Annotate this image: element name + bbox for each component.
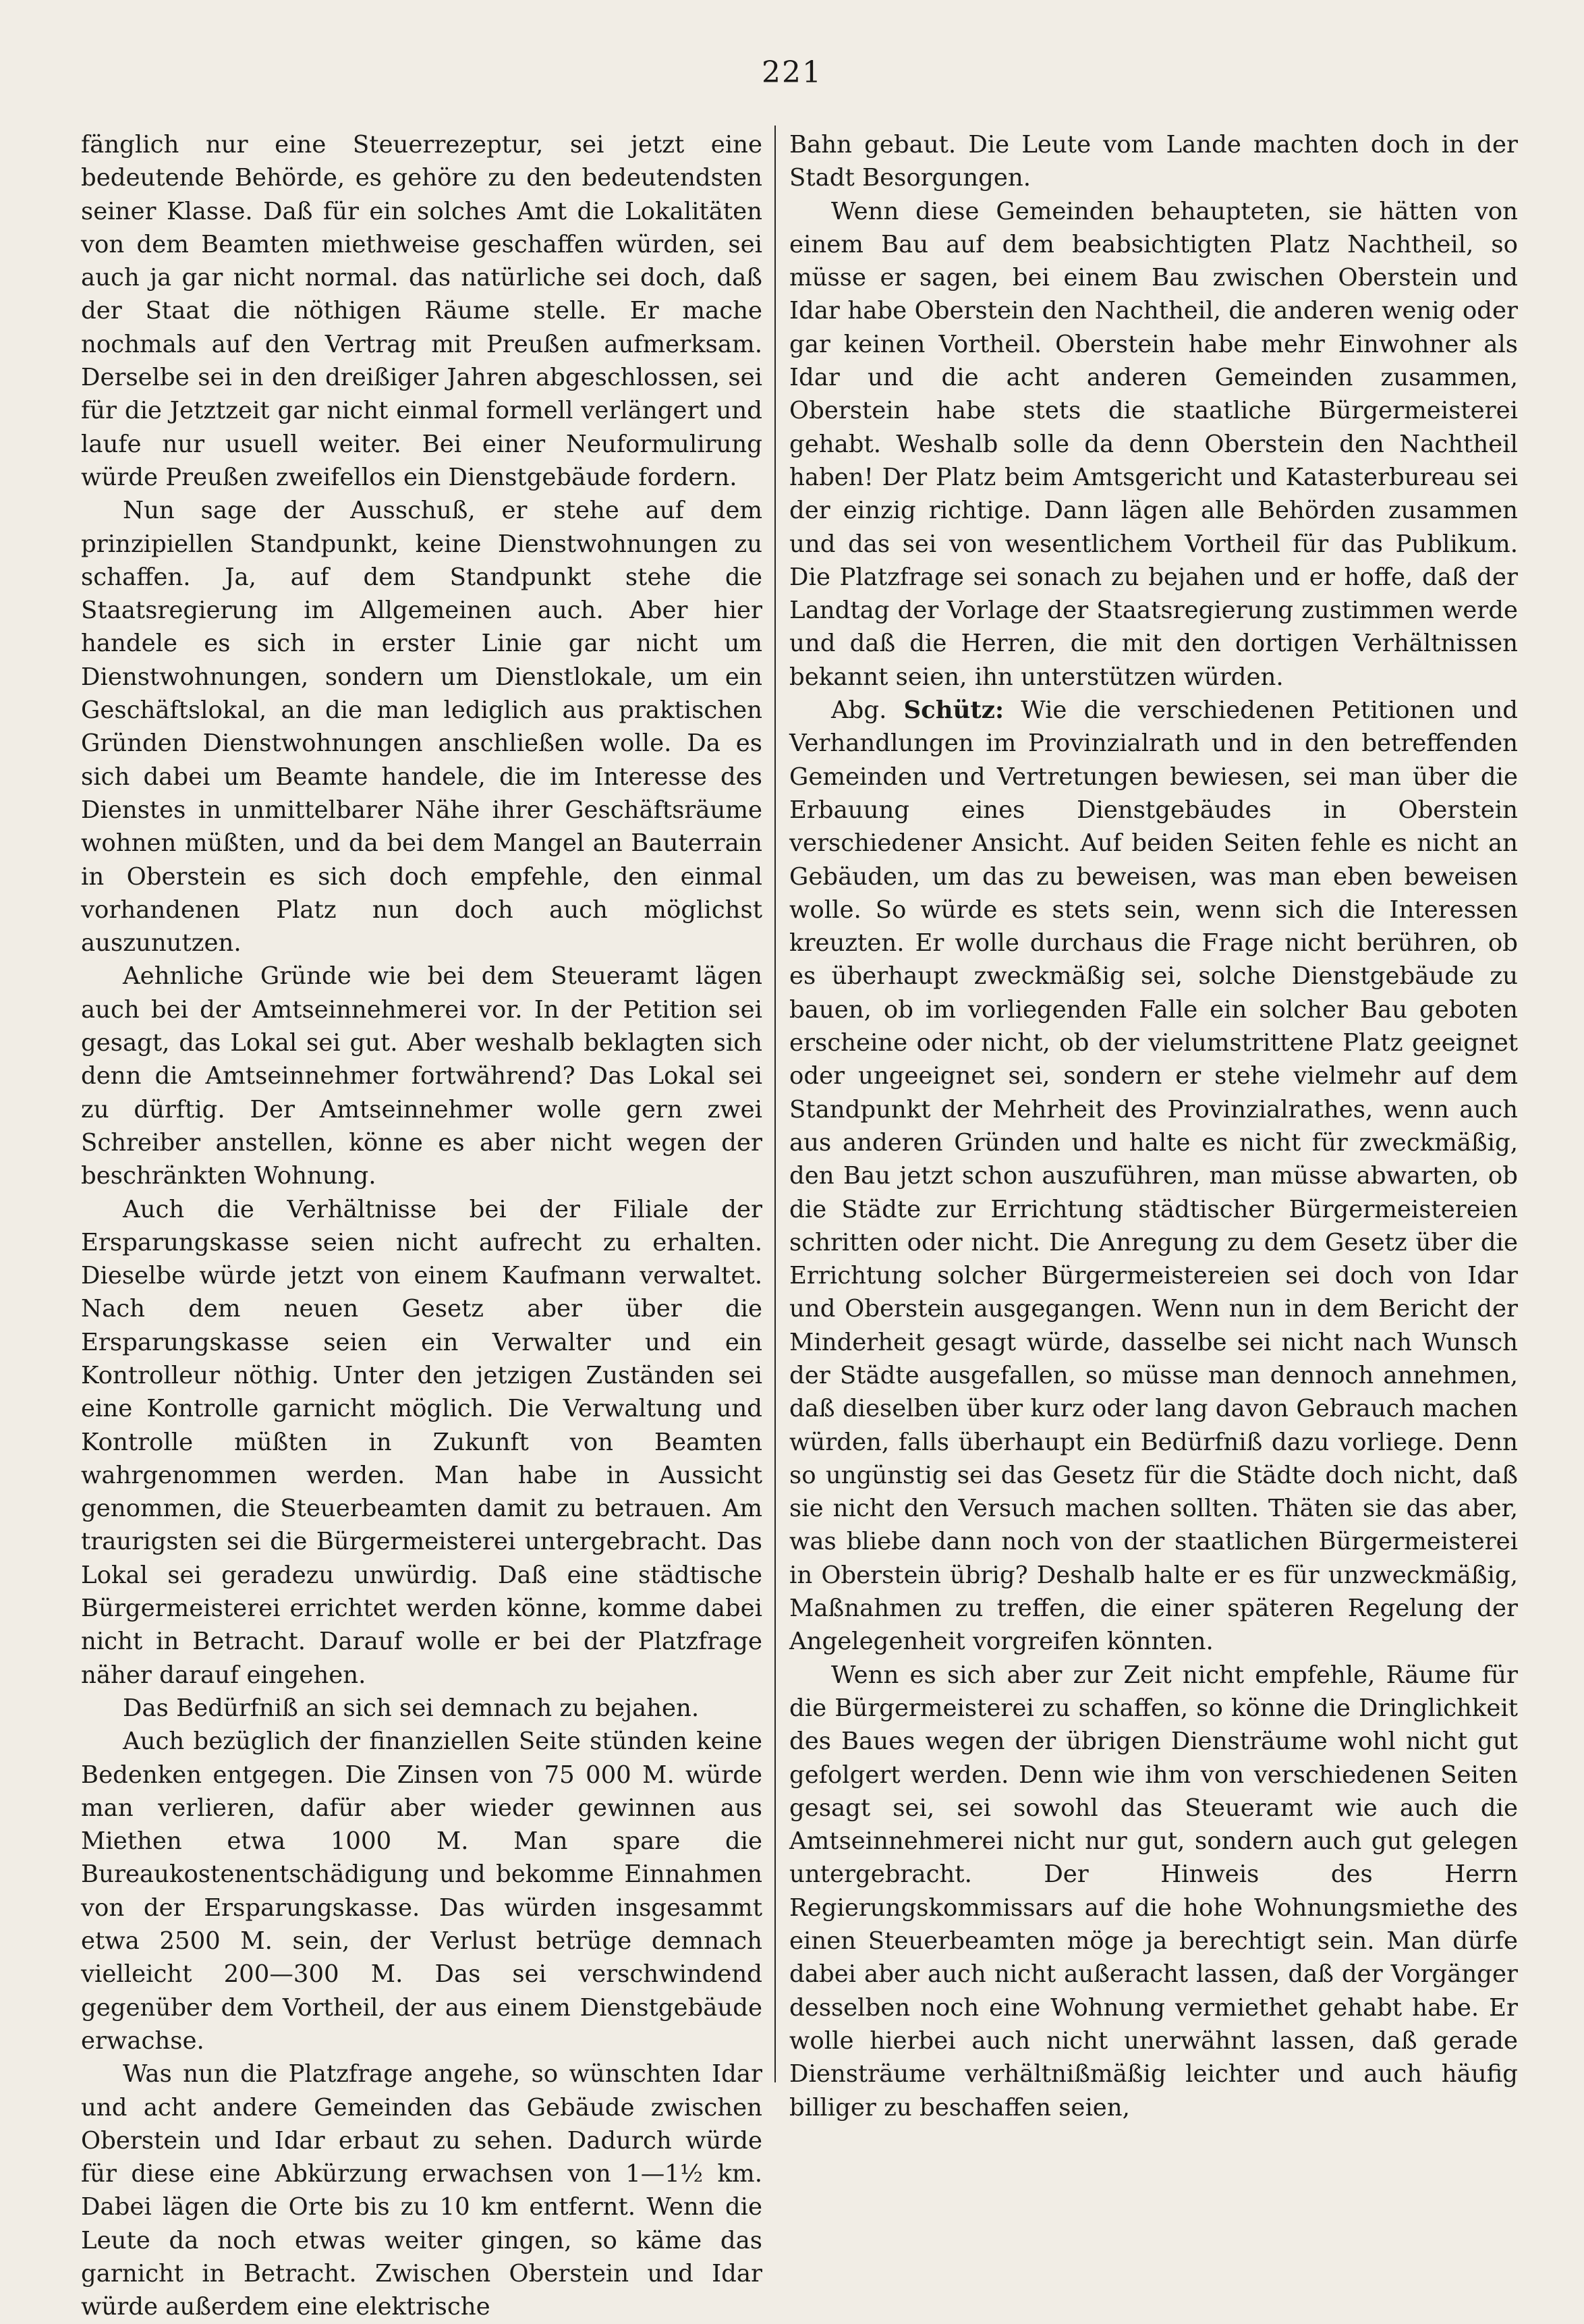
speaker-prefix: Abg. — [831, 696, 887, 725]
paragraph: Auch bezüglich der finanziellen Seite stünden keine Bedenken entgegen. Die Zinsen von 75 000 M. würde man verlieren, dafür aber wieder gewinnen aus Miethen etwa 1000 M. Man spare die Bureaukostenentschädigung und bekomme Einnahmen von der Ersparungskasse. Das würden insgesammt etwa 2500 M. sein, der Verlust betrüge demnach vielleicht 200—300 M. Das sei verschwindend gegenüber dem Vortheil, der aus einem Dienstgebäude erwachse. — [81, 1727, 762, 2055]
paragraph: fänglich nur eine Steuerrezeptur, sei jetzt eine bedeutende Behörde, es gehöre zu den bedeutendsten seiner Klasse. Daß für ein solches Amt die Lokalitäten von dem Beamten miethweise geschaffen würden, sei auch ja gar nicht normal. das natürliche sei doch, daß der Staat die nöthigen Räume stelle. Er mache nochmals auf den Vertrag mit Preußen aufmerksam. Derselbe sei in den dreißiger Jahren abgeschlossen, sei für die Jetztzeit gar nicht einmal formell verlängert und laufe nur usuell weiter. Bei einer Neuformulirung würde Preußen zweifellos ein Dienstgebäude fordern. — [81, 131, 762, 491]
paragraph: Was nun die Platzfrage angehe, so wünschten Idar und acht andere Gemeinden das Gebäude zwischen Oberstein und Idar erbaut zu sehen. Dadurch würde für diese eine Abkürzung erwachsen von 1—1½ km. Dabei lägen die Orte bis zu 10 km entfernt. Wenn die Leute da noch etwas weiter gingen, so käme das garnicht in Betracht. Zwischen Oberstein und Idar würde außerdem eine elektrische — [81, 2060, 762, 2321]
speech-text: Wie die verschiedenen Petitionen und Verhandlungen im Provinzialrath und in den betreffenden Gemeinden und Vertretungen bewiesen, sei man über die Erbauung eines Dienstgebäudes in Oberstein verschiedener Ansicht. Auf beiden Seiten fehle es nicht an Gebäuden, um das zu beweisen, was man eben beweisen wolle. So würde es stets sein, wenn sich die Interessen kreuzten. Er wolle durchaus die Frage nicht berühren, ob es überhaupt zweckmäßig sei, solche Dienstgebäude zu bauen, ob im vorliegenden Falle ein solcher Bau geboten erscheine oder nicht, ob der vielumstrittene Platz geeignet oder ungeeignet sei, sondern er stehe vielmehr auf dem Standpunkt der Mehrheit des Provinzialrathes, wenn auch aus anderen Gründen und halte es nicht für zweckmäßig, den Bau jetzt schon auszuführen, man müsse abwarten, ob die Städte zur Errichtung städtischer Bürgermeistereien schritten oder nicht. Die Anregung zu dem Gesetz über die Errichtung solcher Bürgermeistereien sei doch von Idar und Oberstein ausgegangen. Wenn nun in dem Bericht der Minderheit gesagt würde, dasselbe sei nicht nach Wunsch der Städte ausgefallen, so müsse man dennoch annehmen, daß dieselben über kurz oder lang davon Gebrauch machen würden, falls überhaupt ein Bedürfniß dazu vorliege. Denn so ungünstig sei das Gesetz für die Städte doch nicht, daß sie nicht den Versuch machen sollten. Thäten sie das aber, was bliebe dann noch von der staatlichen Bürgermeisterei in Oberstein übrig? Deshalb halte er es für unzweckmäßig, Maßnahmen zu treffen, die einer späteren Regelung der Angelegenheit vorgreifen könnten. — [789, 696, 1518, 1656]
paragraph: Aehnliche Gründe wie bei dem Steueramt lägen auch bei der Amtseinnehmerei vor. In der Petition sei gesagt, das Lokal sei gut. Aber weshalb beklagten sich denn die Amtseinnehmer fortwährend? Das Lokal sei zu dürftig. Der Amtseinnehmer wolle gern zwei Schreiber anstellen, könne es aber nicht wegen der beschränkten Wohnung. — [81, 962, 762, 1190]
page-number: 221 — [762, 55, 822, 90]
speech-paragraph — [789, 694, 1518, 1659]
paragraph: Bahn gebaut. Die Leute vom Lande machten doch in der Stadt Besorgungen. — [789, 131, 1518, 192]
paragraph: Das Bedürfniß an sich sei demnach zu bejahen. — [123, 1694, 700, 1722]
speaker-name: Schütz: — [903, 696, 1005, 725]
paragraph: Nun sage der Ausschuß, er stehe auf dem prinzipiellen Standpunkt, keine Dienstwohnungen zu schaffen. Ja, auf dem Standpunkt stehe die Staatsregierung im Allgemeinen auch. Aber hier handele es sich in erster Linie gar nicht um Dienstwohnungen, sondern um Dienstlokale, um ein Geschäftslokal, an die man lediglich aus praktischen Gründen Dienstwohnungen anschließen wolle. Da es sich dabei um Beamte handele, die im Interesse des Dienstes in unmittelbarer Nähe ihrer Geschäftsräume wohnen müßten, und da bei dem Mangel an Bauterrain in Oberstein es sich doch empfehle, den einmal vorhandenen Platz nun doch auch möglichst auszunutzen. — [81, 497, 762, 958]
left-column — [81, 128, 762, 2324]
paragraph: Wenn diese Gemeinden behaupteten, sie hätten von einem Bau auf dem beabsichtigten Platz Nachtheil, so müsse er sagen, bei einem Bau zwischen Oberstein und Idar habe Oberstein den Nachtheil, die anderen wenig oder gar keinen Vortheil. Oberstein habe mehr Einwohner als Idar und die acht anderen Gemeinden zusammen, Oberstein habe stets die staatliche Bürgermeisterei gehabt. Weshalb solle da denn Oberstein den Nachtheil haben! Der Platz beim Amtsgericht und Katasterbureau sei der einzig richtige. Dann lägen alle Behörden zusammen und das sei von wesentlichem Vortheil für das Publikum. Die Platzfrage sei sonach zu bejahen und er hoffe, daß der Landtag der Vorlage der Staatsregierung zustimmen werde und daß die Herren, die mit den dortigen Verhältnissen bekannt seien, ihn unterstützen würden. — [789, 197, 1518, 691]
right-column — [789, 128, 1518, 2124]
column-divider — [774, 126, 776, 2082]
paragraph: Wenn es sich aber zur Zeit nicht empfehle, Räume für die Bürgermeisterei zu schaffen, so könne die Dringlichkeit des Baues wegen der übrigen Diensträume wohl nicht gut gefolgert werden. Denn wie ihm von verschiedenen Seiten gesagt sei, sei sowohl das Steueramt wie auch die Amtseinnehmerei nicht nur gut, sondern auch gut gelegen untergebracht. Der Hinweis des Herrn Regierungskommissars auf die hohe Wohnungsmiethe des einen Steuerbeamten möge ja berechtigt sein. Man dürfe dabei aber auch nicht außeracht lassen, daß der Vorgänger desselben noch eine Wohnung vermiethet gehabt habe. Er wolle hierbei auch nicht unerwähnt lassen, daß gerade Diensträume verhältnißmäßig leichter und auch häufig billiger zu beschaffen seien, — [789, 1661, 1518, 2122]
paragraph: Auch die Verhältnisse bei der Filiale der Ersparungskasse seien nicht aufrecht zu erhalten. Dieselbe würde jetzt von einem Kaufmann verwaltet. Nach dem neuen Gesetz aber über die Ersparungskasse seien ein Verwalter und ein Kontrolleur nöthig. Unter den jetzigen Zuständen sei eine Kontrolle garnicht möglich. Die Verwaltung und Kontrolle müßten in Zukunft von Beamten wahrgenommen werden. Man habe in Aussicht genommen, die Steuerbeamten damit zu betrauen. Am traurigsten sei die Bürgermeisterei untergebracht. Das Lokal sei geradezu unwürdig. Daß eine städtische Bürgermeisterei errichtet werden könne, komme dabei nicht in Betracht. Darauf wolle er bei der Platzfrage näher darauf eingehen. — [81, 1195, 762, 1689]
